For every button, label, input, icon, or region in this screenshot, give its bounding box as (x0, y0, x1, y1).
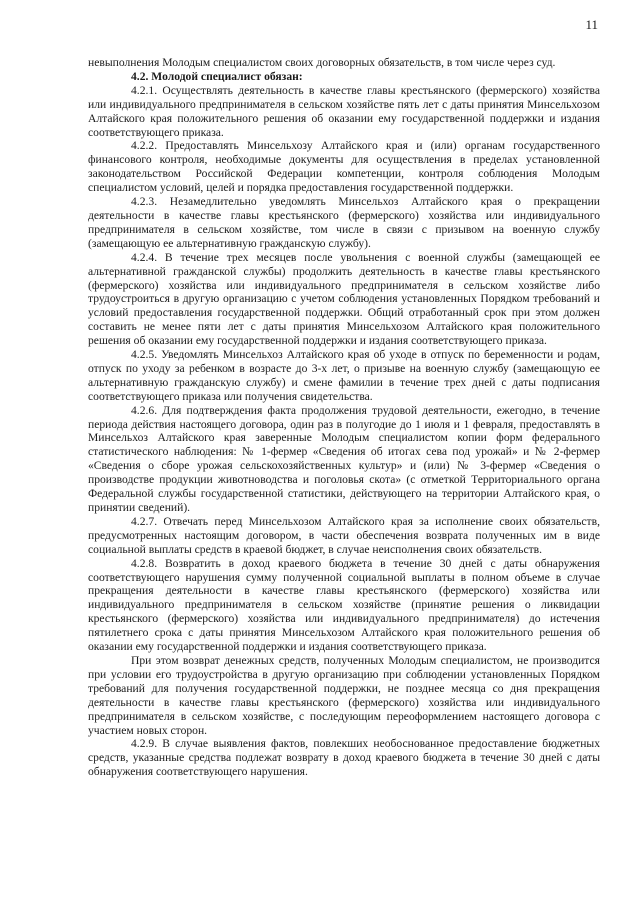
paragraph: невыполнения Молодым специалистом своих договорных обязательств, в том числе через суд. (88, 56, 556, 69)
paragraph: 4.2.8. Возвратить в доход краевого бюджета в течение 30 дней с даты обнаружения соответствующего нарушения сумму полученной социальной выплаты в полном объеме в случае прекращения деятельности в качестве главы крестьянского (фермерского) хозяйства или индивидуального предпринимателя в сельском хозяйстве (принятие решения о ликвидации крестьянского (фермерского) хозяйства или индивидуального предпринимателя) до истечения пятилетнего срока с даты принятия Минсельхозом Алтайского края положительного решения об оказании ему государственной поддержки и издания соответствующего приказа. (88, 556, 600, 654)
section-heading: 4.2. Молодой специалист обязан: (131, 69, 303, 83)
document-body (88, 56, 600, 779)
paragraph: 4.2.5. Уведомлять Минсельхоз Алтайского края об уходе в отпуск по беременности и родам, отпуск по уходу за ребенком в возрасте до 3-х лет, о призыве на военную службу (замещающую ее альтернативную гражданскую службу) и смене фамилии в течение трех дней с даты подписания соответствующего приказа или получения свидетельства. (88, 348, 600, 403)
paragraph: 4.2.6. Для подтверждения факта продолжения трудовой деятельности, ежегодно, в течение периода действия настоящего договора, один раз в полугодие до 1 июля и 1 февраля, предоставлять в Минсельхоз Алтайского края заверенные Молодым специалистом копии форм федерального статистического наблюдения: № 1-фермер «Сведения об итогах сева под урожай» и № 2-фермер «Сведения о сборе урожая сельскохозяйственных культур» и (или) № 3-фермер «Сведения о производстве продукции животноводства и поголовья скота» (с отметкой Территориального органа Федеральной службы государственной статистики, действующего на территории Алтайского края, о принятии сведений). (88, 403, 600, 514)
paragraph: 4.2.1. Осуществлять деятельность в качестве главы крестьянского (фермерского) хозяйства или индивидуального предпринимателя в сельском хозяйстве пять лет с даты принятия Минсельхозом Алтайского края положительного решения об оказании ему государственной поддержки и издания соответствующего приказа. (88, 83, 600, 139)
paragraph: 4.2.9. В случае выявления фактов, повлекших необоснованное предоставление бюджетных средств, указанные средства подлежат возврату в доход краевого бюджета в течение 30 дней с даты обнаружения соответствующего нарушения. (88, 737, 600, 779)
paragraph: 4.2.7. Отвечать перед Минсельхозом Алтайского края за исполнение своих обязательств, предусмотренных настоящим договором, в части обеспечения возврата полученных им в виде социальной выплаты средств в краевой бюджет, в случае неисполнения своих обязательств. (88, 514, 600, 556)
paragraph: 4.2.4. В течение трех месяцев после увольнения с военной службы (замещающей ее альтернативной гражданской службы) продолжить деятельность в качестве главы крестьянского (фермерского) хозяйства или индивидуального предпринимателя в сельском хозяйстве либо трудоустроиться в другую организацию с учетом соблюдения установленных Порядком требований и условий предоставления государственной поддержки. Общий отработанный срок при этом должен составить не менее пяти лет с даты принятия Минсельхозом Алтайского края положительного решения об оказании ему государственной поддержки и издания соответствующего приказа. (88, 250, 600, 348)
paragraph: 4.2.3. Незамедлительно уведомлять Минсельхоз Алтайского края о прекращении деятельности в качестве главы крестьянского (фермерского) хозяйства или индивидуального предпринимателя в сельском хозяйстве, том числе в связи с призывом на военную службу (замещающую ее альтернативную гражданскую службу). (88, 195, 600, 250)
paragraph: 4.2.2. Предоставлять Минсельхозу Алтайского края и (или) органам государственного финансового контроля, необходимые документы для осуществления в пределах установленной законодательством Российской Федерации компетенции, контроля соблюдения Молодым специалистом условий, целей и порядка предоставления государственной поддержки. (88, 139, 600, 195)
paragraph: При этом возврат денежных средств, полученных Молодым специалистом, не производится при условии его трудоустройства в другую организацию при соблюдении установленных Порядком требований для получения государственной поддержки, не позднее месяца со дня прекращения деятельности в качестве главы крестьянского (фермерского) хозяйства или индивидуального предпринимателя в сельском хозяйстве, с последующим переоформлением настоящего договора с участием новых сторон. (88, 653, 600, 737)
page-number: 11 (585, 17, 598, 32)
